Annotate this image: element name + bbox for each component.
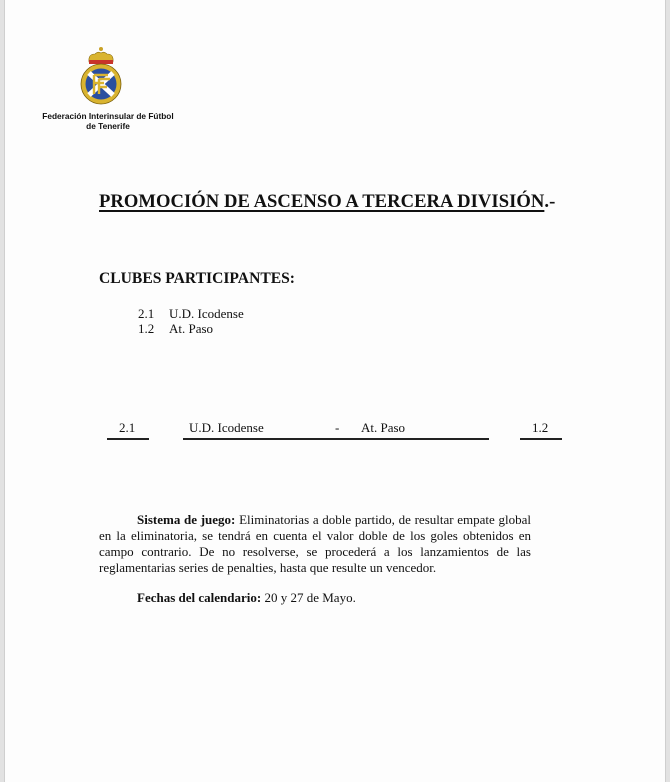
federation-crest-logo (79, 46, 123, 106)
system-label: Sistema de juego: (137, 512, 236, 527)
calendar-dates (137, 590, 356, 606)
club-code: 1.2 (138, 321, 155, 336)
federation-name (28, 111, 188, 131)
page-edge-left (0, 0, 5, 782)
match-home-code: 2.1 (119, 420, 136, 435)
org-line-1: Federación Interinsular de Fútbol (42, 111, 174, 121)
clubs-heading: CLUBES PARTICIPANTES: (99, 270, 295, 287)
club-item (138, 306, 244, 321)
title-suffix: .- (544, 191, 556, 212)
system-text: Eliminatorias a doble partido, de resultar empate global en la eliminatoria, se tendrá en cuenta el valor doble de los goles obtenidos en campo contrario. De no resolverse, se procederá a los lanzamientos de las reglamentarias series de penalties, hasta que resulte un vencedor. (99, 512, 531, 575)
club-list (138, 306, 244, 336)
away-code-underline (520, 438, 562, 440)
match-away-team: At. Paso (361, 420, 406, 435)
match-home-team: U.D. Icodense (189, 420, 264, 435)
club-code: 2.1 (138, 306, 155, 321)
club-item (138, 321, 244, 336)
crown-cross (99, 47, 103, 51)
match-separator: - (335, 420, 340, 435)
match-away-code: 1.2 (532, 420, 549, 435)
club-name: At. Paso (169, 321, 214, 336)
dates-text: 20 y 27 de Mayo. (261, 590, 356, 605)
dates-label: Fechas del calendario: (137, 590, 262, 605)
page-title (99, 191, 555, 213)
org-line-2: de Tenerife (86, 121, 130, 131)
teams-underline (183, 438, 489, 440)
crown-band (89, 60, 113, 64)
club-name: U.D. Icodense (169, 306, 244, 321)
page-edge-right (665, 0, 670, 782)
game-system-paragraph (99, 512, 531, 576)
title-main: PROMOCIÓN DE ASCENSO A TERCERA DIVISIÓN (99, 191, 545, 212)
home-code-underline (107, 438, 149, 440)
